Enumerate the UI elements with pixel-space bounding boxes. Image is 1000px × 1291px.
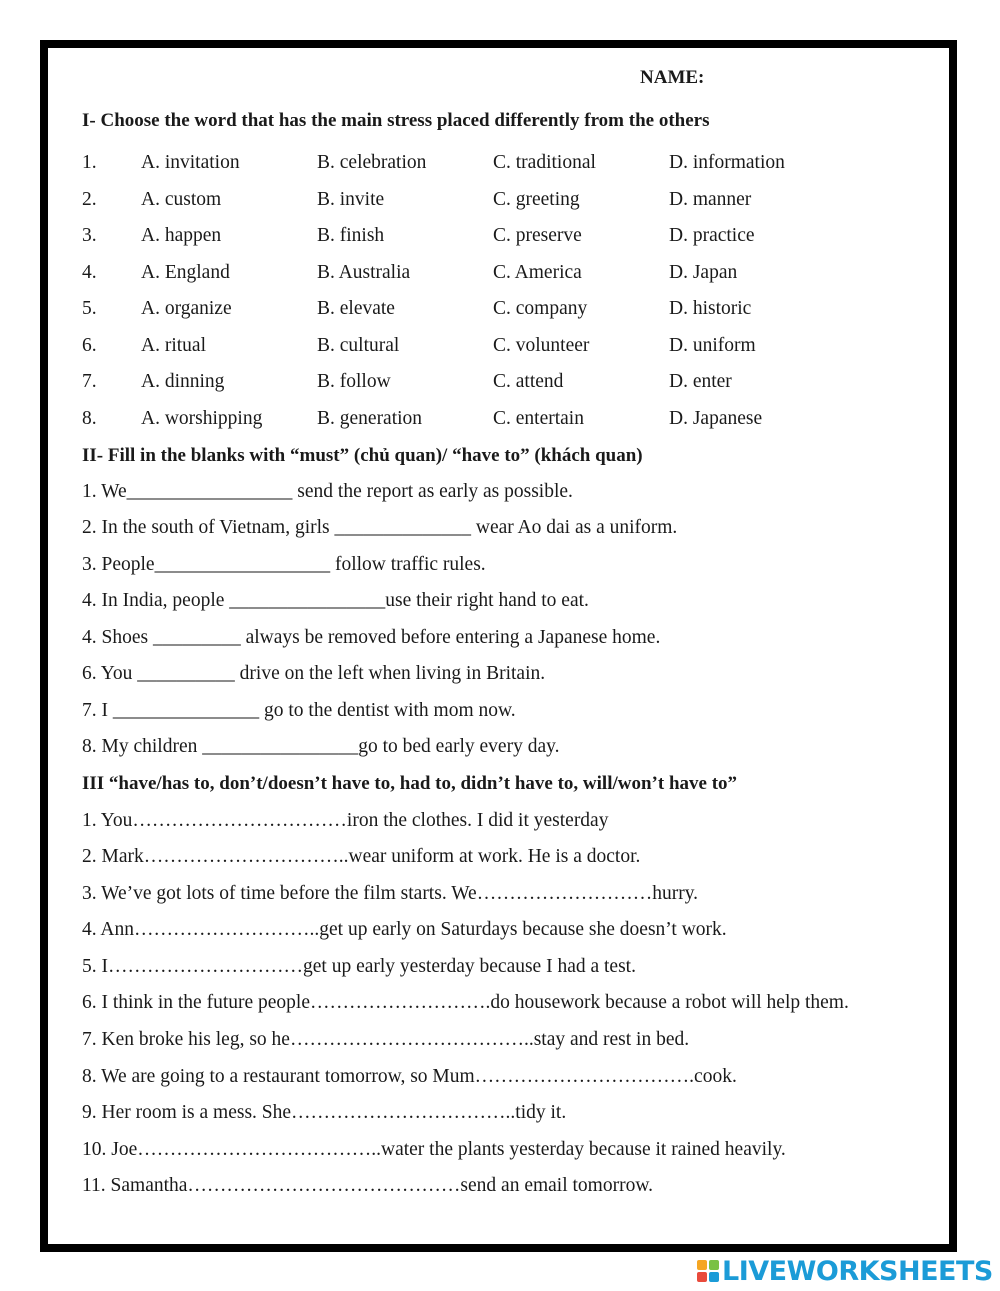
option-c: C. traditional (493, 152, 596, 173)
dotted-item: 6. I think in the future people……………………….do housework because a robot will help them. (82, 992, 849, 1013)
fill-item-suffix: go to the dentist with mom now. (259, 700, 516, 721)
fill-blank[interactable]: _______________ (112, 700, 260, 721)
fill-item (82, 663, 545, 685)
option-d: D. manner (669, 189, 752, 210)
option-c: C. preserve (493, 225, 582, 246)
dotted-item: 7. Ken broke his leg, so he………………………………..stay and rest in bed. (82, 1029, 690, 1050)
liveworksheets-logo[interactable] (697, 1255, 993, 1287)
fill-item (82, 590, 589, 612)
fill-item-prefix: 2. In the south of Vietnam, girls (82, 517, 335, 538)
item-number: 2. (82, 189, 97, 210)
item-number: 1. (82, 152, 97, 173)
option-d: D. enter (669, 371, 732, 392)
fill-item-suffix: always be removed before entering a Japanese home. (240, 627, 661, 648)
dotted-item: 5. I…………………………get up early yesterday because I had a test. (82, 956, 636, 977)
name-label: NAME: (640, 67, 705, 88)
dotted-item: 1. You……………………………iron the clothes. I did it yesterday (82, 810, 609, 831)
fill-item-suffix: send the report as early as possible. (292, 481, 573, 502)
fill-item-prefix: 4. In India, people (82, 590, 230, 611)
dotted-item: 9. Her room is a mess. She……………………………..tidy it. (82, 1102, 567, 1123)
option-c: C. company (493, 298, 588, 319)
fill-item-suffix: use their right hand to eat. (385, 590, 589, 611)
fill-item-suffix: wear Ao dai as a uniform. (470, 517, 678, 538)
option-c: C. greeting (493, 189, 580, 210)
fill-item-prefix: 7. I (82, 700, 113, 721)
fill-item (82, 736, 559, 758)
fill-item (82, 554, 486, 576)
dotted-item: 8. We are going to a restaurant tomorrow, so Mum…………………………….cook. (82, 1066, 737, 1087)
option-a: A. invitation (141, 152, 240, 173)
option-b: B. Australia (317, 262, 411, 283)
option-a: A. worshipping (141, 408, 263, 429)
option-c: C. America (493, 262, 582, 283)
fill-item-suffix: follow traffic rules. (330, 554, 486, 575)
fill-blank[interactable]: ________________ (229, 590, 386, 611)
fill-blank[interactable]: ______________ (334, 517, 471, 538)
item-number: 5. (82, 298, 97, 319)
option-a: A. dinning (141, 371, 225, 392)
fill-item (82, 627, 660, 649)
dotted-item: 11. Samantha……………………………………send an email tomorrow. (82, 1175, 654, 1196)
dotted-item: 3. We’ve got lots of time before the film starts. We………………………hurry. (82, 883, 699, 904)
fill-item-suffix: drive on the left when living in Britain. (234, 663, 546, 684)
option-a: A. organize (141, 298, 232, 319)
fill-blank[interactable]: _________ (152, 627, 241, 648)
option-a: A. ritual (141, 335, 206, 356)
option-b: B. invite (317, 189, 385, 210)
option-d: D. uniform (669, 335, 756, 356)
option-b: B. follow (317, 371, 391, 392)
item-number: 4. (82, 262, 97, 283)
liveworksheets-logo-icon (697, 1260, 719, 1282)
item-number: 3. (82, 225, 97, 246)
dotted-item: 4. Ann………………………..get up early on Saturdays because she doesn’t work. (82, 919, 727, 940)
option-b: B. finish (317, 225, 385, 246)
fill-blank[interactable]: __________________ (154, 554, 331, 575)
fill-blank[interactable]: __________ (137, 663, 235, 684)
option-d: D. historic (669, 298, 752, 319)
dotted-item: 2. Mark…………………………..wear uniform at work. He is a doctor. (82, 846, 641, 867)
option-b: B. generation (317, 408, 423, 429)
option-b: B. elevate (317, 298, 395, 319)
option-a: A. custom (141, 189, 222, 210)
fill-item (82, 700, 516, 722)
dotted-item: 10. Joe………………………………..water the plants yesterday because it rained heavily. (82, 1139, 786, 1160)
option-c: C. attend (493, 371, 564, 392)
fill-blank[interactable]: ________________ (202, 736, 359, 757)
item-number: 8. (82, 408, 97, 429)
option-d: D. Japan (669, 262, 738, 283)
fill-item-prefix: 3. People (82, 554, 155, 575)
option-a: A. happen (141, 225, 222, 246)
option-d: D. Japanese (669, 408, 763, 429)
section-3-heading: III “have/has to, don’t/doesn’t have to, had to, didn’t have to, will/won’t have to” (82, 773, 738, 794)
fill-item-suffix: go to bed early every day. (358, 736, 560, 757)
option-d: D. information (669, 152, 785, 173)
section-2-heading: II- Fill in the blanks with “must” (chủ quan)/ “have to” (khách quan) (82, 445, 643, 466)
fill-item-prefix: 6. You (82, 663, 138, 684)
option-a: A. England (141, 262, 230, 283)
option-b: B. celebration (317, 152, 427, 173)
fill-item (82, 481, 573, 503)
section-1-heading: I- Choose the word that has the main stress placed differently from the others (82, 110, 710, 131)
option-c: C. volunteer (493, 335, 590, 356)
option-b: B. cultural (317, 335, 400, 356)
fill-item-prefix: 1. We (82, 481, 127, 502)
option-d: D. practice (669, 225, 755, 246)
option-c: C. entertain (493, 408, 584, 429)
item-number: 7. (82, 371, 97, 392)
fill-blank[interactable]: _________________ (126, 481, 293, 502)
fill-item-prefix: 8. My children (82, 736, 203, 757)
liveworksheets-logo-text: LIVEWORKSHEETS (722, 1255, 993, 1287)
fill-item (82, 517, 677, 539)
item-number: 6. (82, 335, 97, 356)
fill-item-prefix: 4. Shoes (82, 627, 153, 648)
